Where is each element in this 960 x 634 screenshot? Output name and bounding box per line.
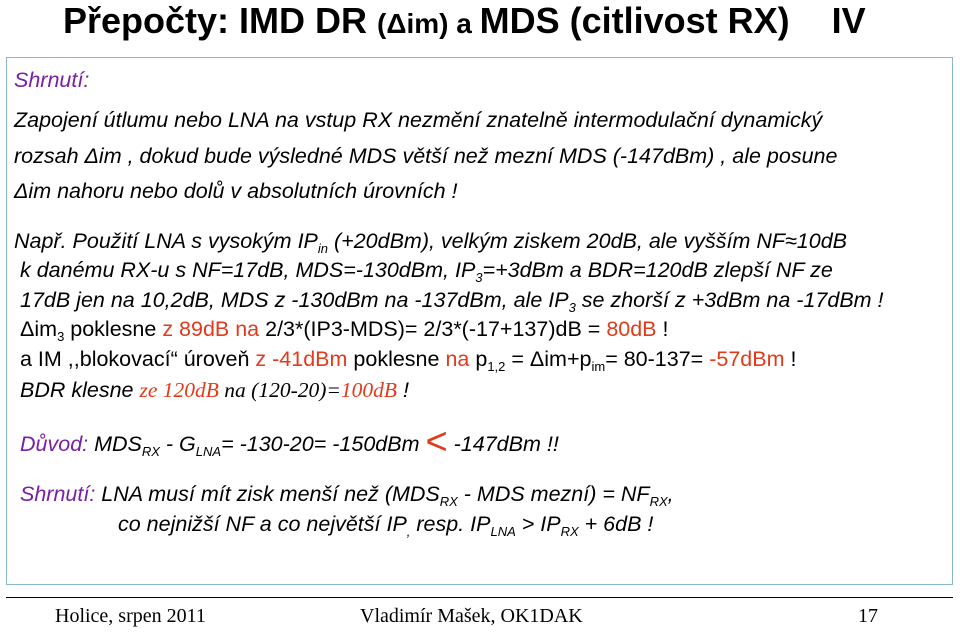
summary-line-2: rozsah Δim , dokud bude výsledné MDS větší než mezní MDS (-147dBm) , ale posune xyxy=(14,144,838,168)
summary-heading: Shrnutí: xyxy=(14,68,90,92)
example-line-5: a IM ,,blokovací“ úroveň z -41dBm poklesne na $p_{1,2} = \Delta im+p_{im}= 80-137= -57dBm$ ! xyxy=(20,347,797,374)
example-line-6: BDR klesne ze 120dB na (120-20)=100dB ! xyxy=(20,378,410,402)
page-title: Přepočty: IMD DR (Δim) a MDS (citlivost RX) IV xyxy=(63,0,866,41)
slide-part-number: IV xyxy=(831,0,866,41)
example-line-2: k danému RX-u s NF=17dB, MDS=-130dBm, $IP_3=+3dBm$ a BDR=120dB zlepší NF ze xyxy=(20,258,833,285)
conclusion-line-2: co nejnižší NF a co největší $IP_,$ resp. $IP_{LNA} > IP_{RX} + 6dB$ ! xyxy=(118,512,654,539)
less-than-sign: < xyxy=(425,421,448,463)
conclusion-line-1: Shrnutí: LNA musí mít zisk menší než ($MDS_{RX}$ - MDS mezní) = $NF_{RX}$, xyxy=(20,482,674,509)
example-line-1: Např. Použití LNA s vysokým $IP_{in}$ (+20dBm), velkým ziskem 20dB, ale vyšším NF≈10dB xyxy=(14,229,848,256)
footer-author: Vladimír Mašek, OK1DAK xyxy=(360,605,583,627)
summary-line-1: Zapojení útlumu nebo LNA na vstup RX nezmění znatelně intermodulační dynamický xyxy=(14,108,823,132)
reason-line: Důvod: $MDS_{RX} - G_{LNA}= -130-20= -150dBm < -147dBm$ !! xyxy=(20,421,559,463)
footer-page-number: 17 xyxy=(858,605,878,627)
footer-divider xyxy=(6,597,953,598)
footer-location-date: Holice, srpen 2011 xyxy=(55,605,206,627)
example-line-4: Δim$_3$ poklesne z 89dB na 2/3*(IP3-MDS)= 2/3*(-17+137)dB = 80dB ! xyxy=(20,317,669,344)
example-line-3: 17dB jen na 10,2dB, MDS z -130dBm na -137dBm, ale $IP_3$ se zhorší z +3dBm na -17dBm ! xyxy=(20,288,884,315)
summary-line-3: Δim nahoru nebo dolů v absolutních úrovních ! xyxy=(14,179,458,203)
